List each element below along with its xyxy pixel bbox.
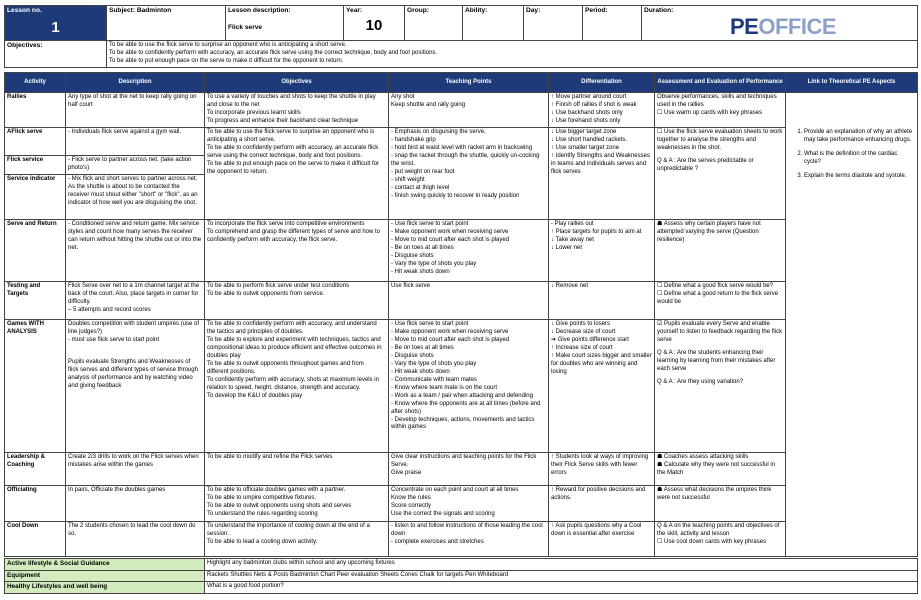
assess-testing-targets: ☐ Define what a good flick serve would be? ☐ Define what a good return to the flick serve would be	[655, 281, 786, 319]
desc-rallies: Any type of shot at the net to keep rally going on half court	[66, 93, 205, 128]
activity-service-indicator: Service indicator	[5, 174, 66, 219]
footer-label-lifestyle: Active lifestyle & Social Guidance	[5, 559, 205, 571]
teach-games-analysis: - Use flick serve to start point - Make opponent work when receiving serve - Move to mid court after each shot is played - Be on toes at all times - Disguise shots - Vary the type of shots you play - Hit weak shots down - Communicate with team mates - Know where team mate is on the court - Work as a team / pair when attacking and defending - Know where the opponents are at all times (before and after shots) - Develop techniques, actions, movements and tactics within games	[389, 319, 549, 452]
col-objectives: Objectives	[205, 73, 389, 93]
footer-value-lifestyle: Highlight any badminton clubs within school and any upcoming fixtures	[205, 559, 918, 571]
obj-cool-down: To understand the importance of cooling down at the end of a session. To be able to lead a cooling down activity.	[205, 521, 389, 556]
desc-service-indicator: - Mix flick and short serves to partner across net. As the shuttle is about to be contacted the receiver must shout either "short" or "flick", as an indicator of how well you are disguising the shot.	[66, 174, 205, 219]
col-activity: Activity	[5, 73, 66, 93]
lesson-no-value: 1	[51, 18, 60, 36]
obj-leadership: To be able to modify and refine the Flick serves	[205, 452, 389, 485]
diff-leadership: ↑ Students look at ways of improving their Flick Serve skills with fewer errors	[549, 452, 655, 485]
subject-cell: Subject: Badminton	[107, 6, 226, 41]
lesson-desc-label: Lesson description:	[228, 7, 291, 14]
diff-serve-return: - Play rallies out ↑ Place targets for pupils to aim at ↓ Take away net ↓ Lower net	[549, 219, 655, 281]
desc-leadership: Create 2/3 drills to work on the Flick serves when mistakes arise within the games	[66, 452, 205, 485]
link-theory	[786, 93, 918, 557]
duration-cell	[642, 6, 918, 41]
desc-flick-service: - Flick serve to partner across net. (take action photo's)	[66, 155, 205, 174]
obj-serve-return: To incorporate the flick serve into competitive environments To comprehend and grasp the different types of serve and how to confidently perform with accuracy, the flick serve.	[205, 219, 389, 281]
assess-leadership: ☗ Coaches assess attacking skills ☗ Calculate why they were not successful in the Match	[655, 452, 786, 485]
activity-flick-service: Flick service	[5, 155, 66, 174]
teach-leadership: Give clear instructions and teaching points for the Flick Serve. Give praise	[389, 452, 549, 485]
desc-serve-return: - Conditioned serve and return game. Mix service styles and count how many serves the receiver can return without hitting the shuttle out or into the net.	[66, 219, 205, 281]
lesson-desc-cell	[226, 6, 344, 41]
activity-games-analysis: Games WITH ANALYSIS	[5, 319, 66, 452]
desc-testing-targets: Flick Serve over net to a 1m channel target at the back of the court. Also, place targets in corner for difficulty. – 5 attempts and record scores	[66, 281, 205, 319]
obj-rallies: To use a variety of touches and shots to keep the shuttle in play and close to the net To incorporate previous learnt skills To progress and enhance their backhand clear technique	[205, 93, 389, 128]
desc-aflick-serve: - Individuals flick serve against a gym wall.	[66, 127, 205, 155]
assess-cool-down: Q & A on the teaching points and objectives of the skill, activity and lesson ☐ Use cool down cards with key phrases	[655, 521, 786, 556]
activity-leadership: Leadership & Coaching	[5, 452, 66, 485]
activity-aflick-serve: AFlick serve	[5, 127, 66, 155]
col-link: Link to Theoretical PE Aspects	[786, 73, 918, 93]
footer-label-healthy: Healthy Lifestyles and well being	[5, 582, 205, 594]
assess-games-analysis: ☑ Pupils evaluate every Serve and enable yourself to listen to feedback regarding the flick serve Q & A : Are the students enhancing their learning by learning from their mistakes after each serve Q & A : Are they using variation?	[655, 319, 786, 452]
day-cell: Day:	[524, 6, 583, 41]
teach-testing-targets: Use flick serve	[389, 281, 549, 319]
obj-testing-targets: To be able to perform flick serve under test conditions To be able to outwit opponents from service.	[205, 281, 389, 319]
year-cell	[344, 6, 405, 41]
ability-cell: Ability:	[463, 6, 524, 41]
year-label: Year:	[346, 7, 363, 14]
col-differentiation: Differentiation	[549, 73, 655, 93]
diff-games-analysis: ↓ Give points to losers ↓ Decrease size of court ➔ Give points difference start ↑ Increase size of court ↑ Make court sizes bigger and smaller for doubles who are winning and losing	[549, 319, 655, 452]
footer-value-equipment: Rackets Shuttles Nets & Posts Badminton Chart Peer evaluation Sheets Cones Chalk for targets Pen Whiteboard	[205, 570, 918, 582]
col-teaching: Teaching Points	[389, 73, 549, 93]
diff-cool-down: ↑ Ask pupils questions why a Cool down is essential after exercise	[549, 521, 655, 556]
col-assessment: Assessment and Evaluation of Performance	[655, 73, 786, 93]
activity-officiating: Officiating	[5, 485, 66, 521]
group-cell: Group:	[405, 6, 463, 41]
activity-testing-targets: Testing and Targets	[5, 281, 66, 319]
lesson-no-cell	[5, 6, 107, 41]
diff-flick-serve: ↓ Use bigger target zone ↓ Use short handled rackets. ↑ Use smaller target zone ↑ Identify Strengths and Weaknesses in teams and individuals serves and flick serves	[549, 127, 655, 219]
assess-flick-serve: ☐ Use the flick serve evaluation sheets to work together to analyse the strengths and weaknesses in the shot. Q & A : Are the serves predictable or unpredictable ?	[655, 127, 786, 219]
obj-games-analysis: To be able to confidently perform with accuracy, and understand the tactics and principles of doubles. To be able to explore and experiment with techniques, tactics and compositional ideas to produce efficient and effective outcomes in doubles play To be able to outwit opponents throughout games and from different positions. To confidently perform with accuracy, shots at maximum levels in relation to speed, height, distance, strength and accuracy. To develop the K&U of doubles play	[205, 319, 389, 452]
footer-value-healthy: What is a good food portion?	[205, 582, 918, 594]
obj-flick-serve: To be able to use the flick serve to surprise an opponent who is anticipating a short serve. To be able to confidently perform with accuracy, an accurate flick serve using the correct technique, body and foot positions. To be able to put enough pace on the serve to make it difficult for the opponent to return.	[205, 127, 389, 219]
period-cell: Period:	[583, 6, 642, 41]
duration-label: Duration:	[644, 7, 674, 14]
desc-cool-down: The 2 students chosen to lead the cool down do so.	[66, 521, 205, 556]
activity-serve-return: Serve and Return	[5, 219, 66, 281]
footer-table	[4, 558, 918, 594]
teach-cool-down: - listen to and follow instructions of those leading the cool down - complete exercises and stretches	[389, 521, 549, 556]
lesson-no-label: Lesson no.	[7, 7, 42, 14]
diff-testing-targets: ↓ Remove net	[549, 281, 655, 319]
objectives-text: To be able to use the flick serve to surprise an opponent who is anticipating a short serve. To be able to confidently perform with accuracy, an accurate flick serve using the correct technique, body and foot positions. To be able to put enough pace on the serve to make it difficult for the opponent to return.	[107, 41, 918, 68]
pe-office-logo: PEOFFICE	[730, 14, 837, 39]
teach-officiating: Concentrate on each point and court at all times Know the rules Score correctly Use the correct the signals and scoring	[389, 485, 549, 521]
link-item: 2. What is the definition of the cardiac cycle?	[804, 151, 915, 167]
link-item: 3. Explain the terms diastole and systole.	[804, 173, 915, 181]
activity-rallies: Rallies	[5, 93, 66, 128]
link-item: 1. Provide an explanation of why an athlete may take performance enhancing drugs.	[804, 129, 915, 145]
diff-rallies: ↑ Move partner around court ↑ Finish off rallies if shot is weak ↓ Use backhand shots only ↓ Use forehand shots only	[549, 93, 655, 128]
col-description: Description	[66, 73, 205, 93]
assess-rallies: Observe performances, skills and techniques used in the rallies ☐ Use warm up cards with key phrases	[655, 93, 786, 128]
obj-officiating: To be able to officiate doubles games with a partner. To be able to umpire competitive fixtures. To be able to outwit opponents using shots and serves To understand the rules regarding scoring	[205, 485, 389, 521]
teach-rallies: Any shot Keep shuttle and rally going	[389, 93, 549, 128]
diff-officiating: ↑ Reward for positive decisions and actions.	[549, 485, 655, 521]
assess-officiating: ☗ Assess what decisions the umpires think were not successful	[655, 485, 786, 521]
activity-cool-down: Cool Down	[5, 521, 66, 556]
year-value: 10	[365, 16, 383, 34]
desc-officiating: In pairs, Officiate the doubles games	[66, 485, 205, 521]
teach-flick-serve: - Emphasis on disguising the serve, - handshake grip - hold bird at waist level with racket arm in backswing - snap the racket through the shuttle, quickly un-cocking the wrist. - put weight on rear foot - shift weight - contact at thigh level - finish swing quickly to recover in ready position	[389, 127, 549, 219]
lesson-desc-value: Flick serve	[228, 23, 263, 31]
lesson-plan-table	[4, 72, 918, 557]
footer-label-equipment: Equipment	[5, 570, 205, 582]
header-table	[4, 5, 918, 68]
objectives-label: Objectives:	[5, 41, 107, 68]
desc-games-analysis: Doubles competition with student umpires (use of line judges?) - must use flick serve to start point Pupils evaluate Strengths and Weaknesses of flick serves and different types of service through analysis of performance and by watching video and giving feedback	[66, 319, 205, 452]
teach-serve-return: - Use flick serve to start point - Make opponent work when receiving serve - Move to mid court after each shot is played - Be on toes at all times - Disguise shots - Vary the type of shots you play - Hit weak shots down	[389, 219, 549, 281]
assess-serve-return: ☗ Assess why certain players have not attempted varying the serve (Question resilience)	[655, 219, 786, 281]
